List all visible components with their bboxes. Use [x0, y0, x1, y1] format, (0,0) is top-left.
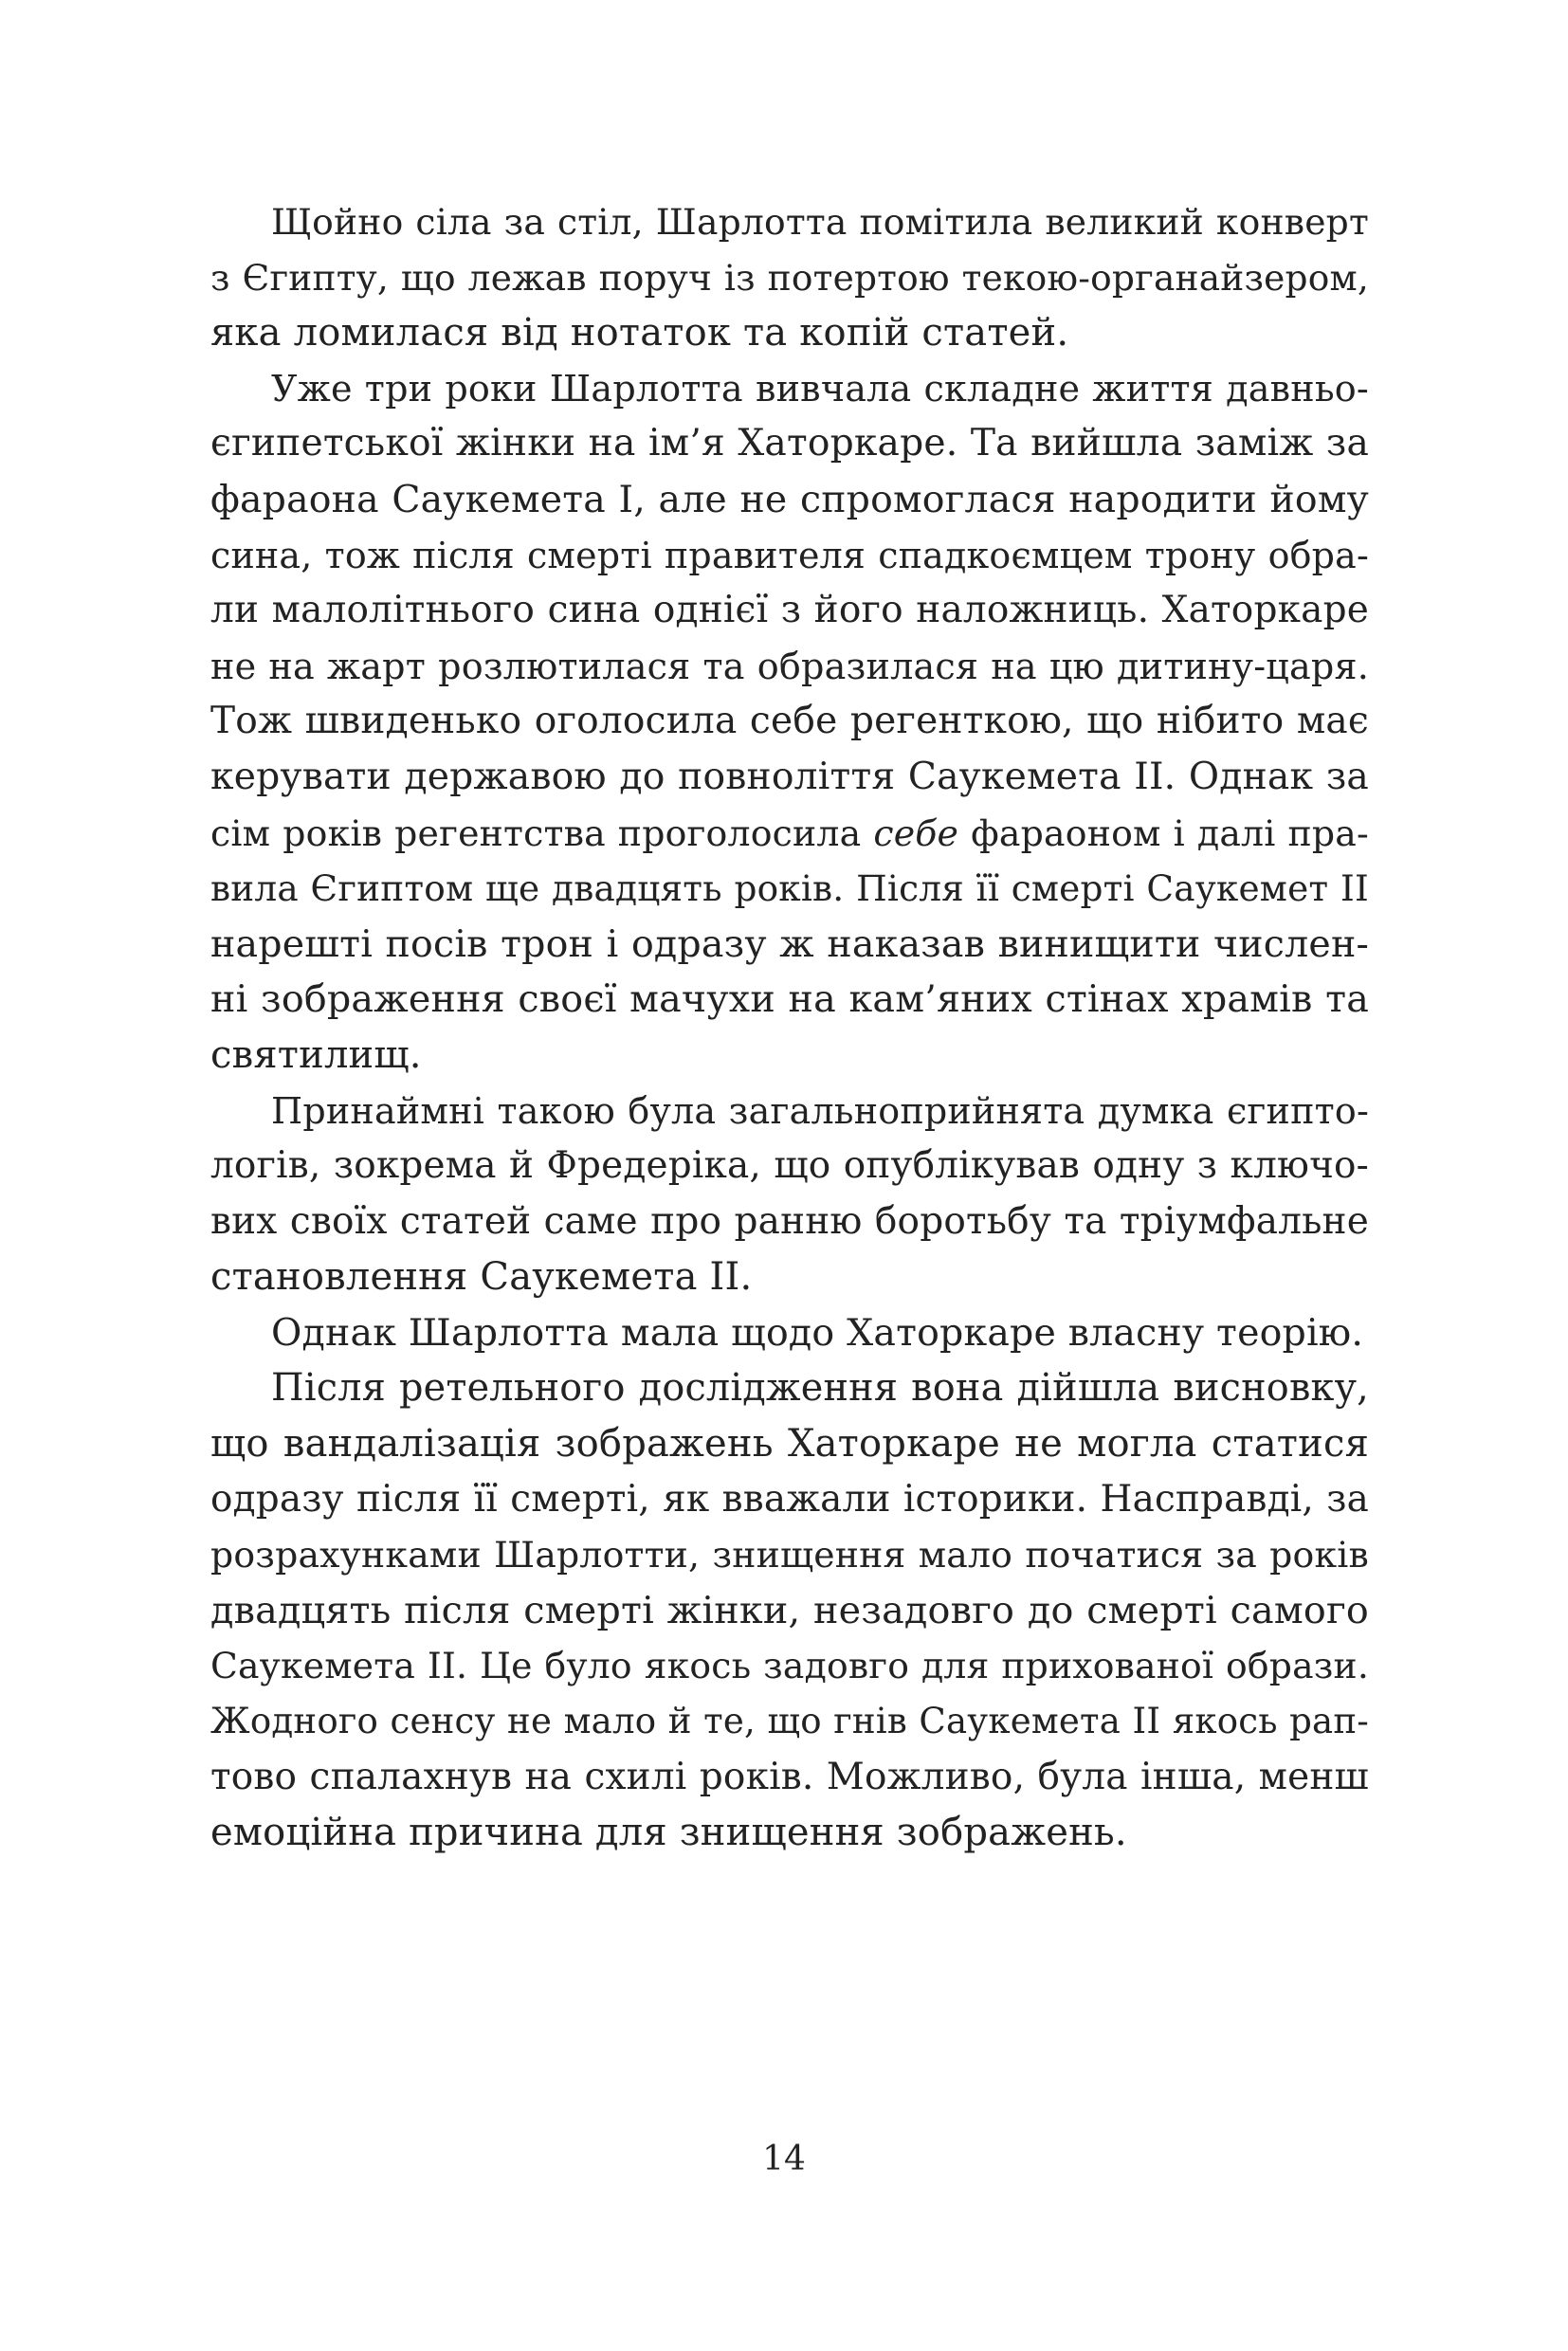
text-line: логів, зокрема й Фредеріка, що опублікував одну з ключо- — [210, 1144, 1369, 1188]
text-line: святилищ. — [210, 1032, 422, 1077]
text-line: становлення Саукемета II. — [210, 1255, 753, 1300]
text-line: розрахунками Шарлотти, знищення мало початися за років — [210, 1534, 1369, 1576]
text-line: ли малолітнього сина однієї з його наложниць. Хаторкаре — [210, 589, 1369, 632]
text-line: Жодного сенсу не мало й те, що гнів Саукемета II якось рап- — [210, 1701, 1369, 1742]
text-line: Саукемета II. Це було якось задовго для прихованої образи. — [210, 1645, 1369, 1687]
text-line: не на жарт розлютилася та образилася на цю дитину-царя. — [210, 645, 1369, 687]
text-line: двадцять після смерті жінки, незадовго до смерті самого — [210, 1588, 1369, 1632]
text-line: що вандалізація зображень Хаторкаре не могла статися — [210, 1422, 1369, 1467]
text-line: єгипетської жінки на ім’я Хаторкаре. Та вийшла заміж за — [210, 422, 1369, 465]
text-line-with-italic — [210, 806, 1369, 862]
text-line: тово спалахнув на схилі років. Можливо, була інша, менш — [210, 1755, 1369, 1798]
italic-emphasis: себе — [873, 811, 959, 854]
text-line: ні зображення своєї мачухи на кам’яних стінах храмів та — [210, 977, 1369, 1022]
text-line: Уже три роки Шарлотта вивчала складне життя давньо- — [271, 367, 1369, 410]
text-line: сина, тож після смерті правителя спадкоємцем трону обра- — [210, 534, 1369, 576]
text-line: нарешті посів трон і одразу ж наказав винищити числен- — [210, 921, 1369, 966]
text-line: Після ретельного дослідження вона дійшла висновку, — [271, 1366, 1369, 1411]
body-text — [210, 194, 1369, 1861]
text-line: Принаймні такою була загальноприйнята думка єгипто- — [271, 1089, 1369, 1132]
text-line: з Єгипту, що лежав поруч із потертою текою-органайзером, — [210, 256, 1369, 299]
text-line: вила Єгиптом ще двадцять років. Після її смерті Саукемет II — [210, 867, 1369, 910]
text-line: вих своїх статей саме про ранню боротьбу та тріумфальне — [210, 1199, 1369, 1243]
text-line: Щойно сіла за стіл, Шарлотта помітила великий конверт — [271, 201, 1369, 243]
text-line: емоційна причина для знищення зображень. — [210, 1811, 1127, 1855]
text-line: керувати державою до повноліття Саукемета II. Однак за — [210, 755, 1369, 798]
text-segment: сім років регентства проголосила — [210, 811, 862, 854]
page-number: 14 — [762, 2140, 806, 2178]
text-line: одразу після її смерті, як вважали історики. Насправді, за — [210, 1477, 1369, 1521]
text-line: фараона Саукемета I, але не спромоглася народити йому — [210, 477, 1369, 521]
text-line: Однак Шарлотта мала щодо Хаторкаре власну теорію. — [271, 1310, 1364, 1355]
text-segment: фараоном і далі пра- — [971, 811, 1370, 854]
text-line: яка ломилася від нотаток та копій статей. — [210, 311, 1069, 355]
text-line: Тож швиденько оголосила себе регенткою, що нібито має — [210, 700, 1369, 743]
